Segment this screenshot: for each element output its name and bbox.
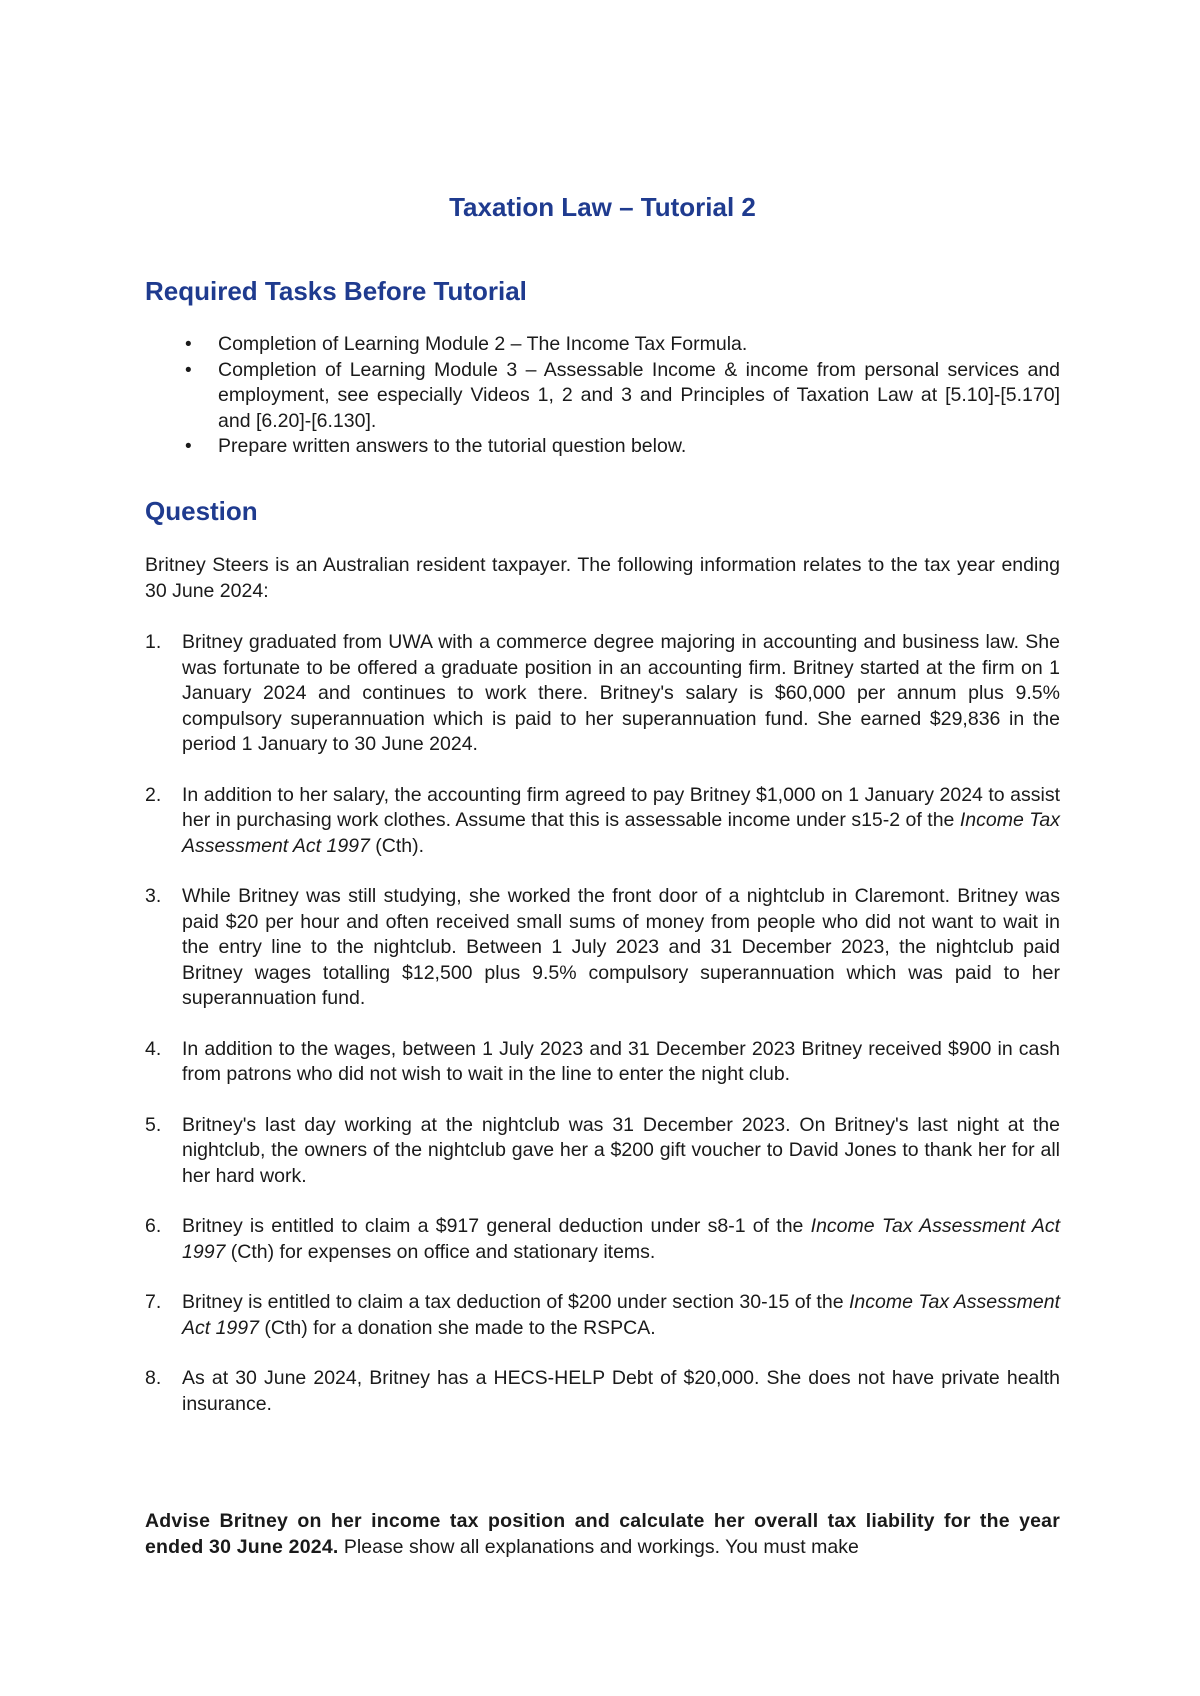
act-name: Income Tax Assessment Act 1997 xyxy=(182,809,1060,857)
question-intro: Britney Steers is an Australian resident taxpayer. The following information relates to the tax year ending 30 June 2024: xyxy=(145,554,1060,602)
fact-text: Britney is entitled to claim a tax deduction of $200 under section 30-15 of the Income Tax Assessment Act 1997 (Cth) for a donation she made to the RSPCA. xyxy=(182,1291,1061,1339)
fact-number: 8. xyxy=(145,1367,162,1389)
fact-text: Britney's last day working at the nightclub was 31 December 2023. On Britney's last night at the nightclub, the owners of the nightclub gave her a $200 gift voucher to David Jones to thank her for all her hard work. xyxy=(182,1113,1060,1187)
bullet-icon: • xyxy=(185,334,192,355)
task-item xyxy=(145,332,1060,358)
fact-item xyxy=(145,1214,1060,1265)
advise-instruction: Advise Britney on her income tax position and calculate her overall tax liability for the year ended 30 June 2024. xyxy=(145,1510,1060,1558)
task-text: Completion of Learning Module 2 – The Income Tax Formula. xyxy=(218,333,748,355)
fact-item xyxy=(145,630,1060,758)
task-item xyxy=(145,358,1060,435)
fact-text: As at 30 June 2024, Britney has a HECS-HELP Debt of $20,000. She does not have private health insurance. xyxy=(182,1367,1060,1415)
advise-note: Please show all explanations and workings. You must make xyxy=(338,1535,859,1558)
fact-item xyxy=(145,884,1060,1012)
fact-number: 5. xyxy=(145,1113,162,1136)
fact-item xyxy=(145,1113,1060,1190)
task-text: Prepare written answers to the tutorial question below. xyxy=(218,435,687,457)
fact-number: 6. xyxy=(145,1215,162,1237)
fact-text: Britney graduated from UWA with a commerce degree majoring in accounting and business law. She was fortunate to be offered a graduate position in an accounting firm. Britney started at the firm on 1 January 2024 and continues to work there. Britney's salary is $60,000 per annum plus 9.5% compulsory superannuation which is paid to her superannuation fund. She earned $29,836 in the period 1 January to 30 June 2024. xyxy=(182,631,1060,755)
bullet-icon: • xyxy=(185,436,192,457)
tasks-heading: Required Tasks Before Tutorial xyxy=(145,276,527,306)
fact-number: 4. xyxy=(145,1037,162,1060)
fact-number: 1. xyxy=(145,631,162,653)
act-name: Income Tax Assessment Act 1997 xyxy=(182,1291,1061,1339)
question-heading: Question xyxy=(145,496,258,526)
tasks-list xyxy=(145,332,1060,460)
act-name: Income Tax Assessment Act 1997 xyxy=(182,1215,1060,1263)
task-item xyxy=(145,434,1060,460)
fact-item xyxy=(145,783,1060,860)
bullet-icon: • xyxy=(185,359,192,381)
fact-number: 2. xyxy=(145,783,162,806)
fact-text: Britney is entitled to claim a $917 general deduction under s8-1 of the Income Tax Assessment Act 1997 (Cth) for expenses on office and stationary items. xyxy=(182,1215,1060,1263)
fact-text: In addition to her salary, the accounting firm agreed to pay Britney $1,000 on 1 January 2024 to assist her in purchasing work clothes. Assume that this is assessable income under s15-2 of the Income Tax Assessment Act 1997 (Cth). xyxy=(182,783,1060,857)
fact-item xyxy=(145,1290,1060,1341)
task-text: Completion of Learning Module 3 – Assessable Income & income from personal services and employment, see especially Videos 1, 2 and 3 and Principles of Taxation Law at [5.10]-[5.170] and [6.20]-[6.130]. xyxy=(218,358,1060,432)
facts-list xyxy=(145,630,1060,1417)
fact-item xyxy=(145,1037,1060,1088)
page-title: Taxation Law – Tutorial 2 xyxy=(449,192,756,222)
fact-text: While Britney was still studying, she worked the front door of a nightclub in Claremont. Britney was paid $20 per hour and often received small sums of money from people who did not want to wait in the entry line to the nightclub. Between 1 July 2023 and 31 December 2023, the nightclub paid Britney wages totalling $12,500 plus 9.5% compulsory superannuation which was paid to her superannuation fund. xyxy=(182,885,1060,1009)
advise-paragraph xyxy=(145,1509,1060,1560)
fact-number: 3. xyxy=(145,885,162,907)
fact-text: In addition to the wages, between 1 July 2023 and 31 December 2023 Britney received $900 in cash from patrons who did not wish to wait in the line to enter the night club. xyxy=(182,1037,1060,1085)
fact-item xyxy=(145,1366,1060,1417)
fact-number: 7. xyxy=(145,1291,162,1313)
